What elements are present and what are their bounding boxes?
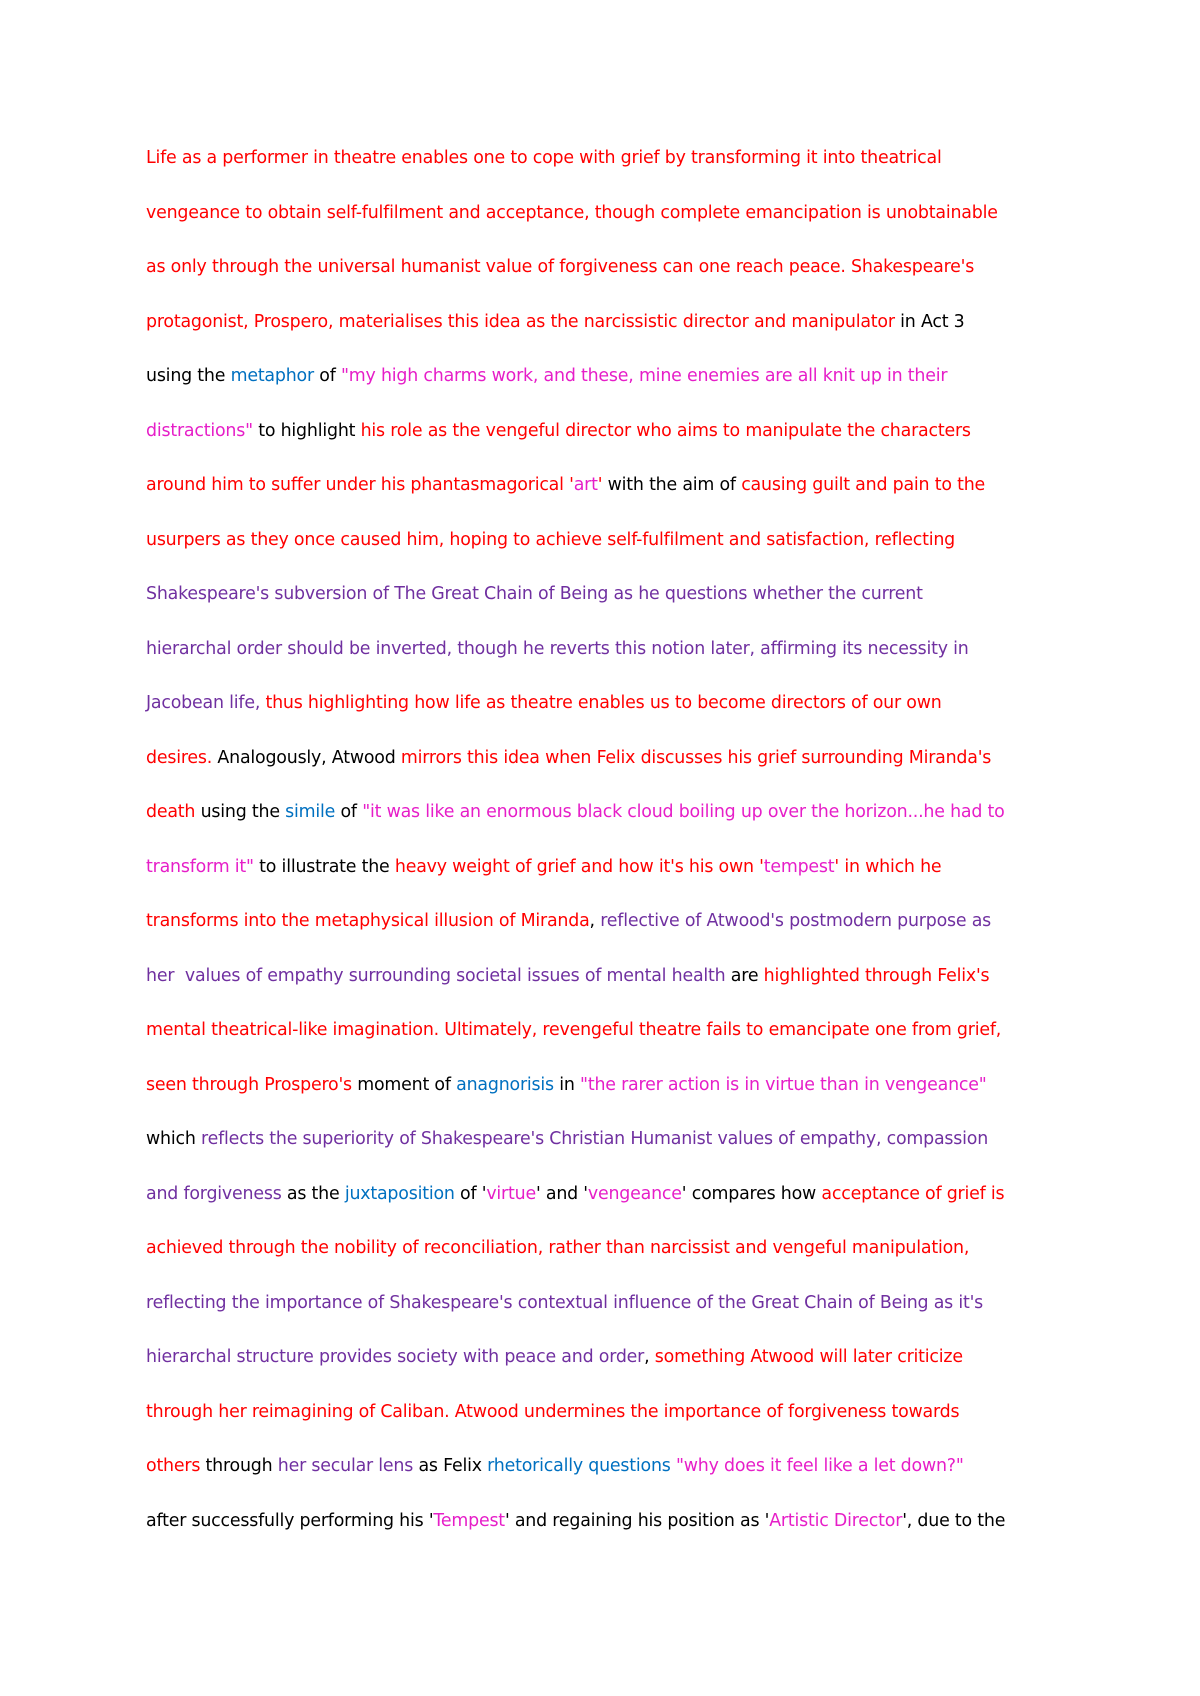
paragraph-line	[146, 1071, 1126, 1126]
paragraph-line	[146, 471, 1126, 526]
paragraph-line	[146, 798, 1126, 853]
paragraph-line	[146, 635, 1126, 690]
paragraph-line	[146, 744, 1126, 799]
text-segment: of	[335, 802, 363, 822]
text-segment: art	[573, 475, 598, 495]
text-segment: desires.	[146, 747, 213, 768]
text-segment: simile	[285, 802, 336, 822]
text-segment: Artistic Director	[769, 1510, 903, 1531]
text-segment: using the	[195, 802, 286, 822]
text-segment: of	[313, 366, 341, 386]
text-segment: Tempest	[433, 1510, 505, 1531]
paragraph-line	[146, 1452, 1126, 1507]
text-segment: ' and regaining his position as '	[504, 1510, 770, 1531]
text-segment: anagnorisis	[456, 1074, 554, 1095]
text-segment: hierarchal structure provides society with peace and order	[146, 1347, 645, 1367]
text-segment: her secular lens	[277, 1456, 414, 1476]
text-segment: reflecting the importance of Shakespeare's contextual influence of the Great Chain of Being as it's	[146, 1292, 984, 1313]
paragraph-line	[146, 1343, 1126, 1398]
text-segment: and forgiveness	[146, 1183, 282, 1204]
text-segment: acceptance of grief is	[821, 1183, 1005, 1204]
paragraph-line	[146, 362, 1126, 417]
paragraph-line	[146, 1016, 1126, 1071]
text-segment: with the aim of	[602, 475, 742, 495]
text-segment: through her reimagining of Caliban. Atwood undermines the importance of forgiveness towards	[146, 1401, 960, 1422]
text-segment: Life as a performer in theatre enables one to cope with grief by transforming it into theatrical	[146, 148, 942, 168]
paragraph-line	[146, 1125, 1126, 1180]
text-segment: of '	[454, 1183, 487, 1204]
text-segment: others	[146, 1456, 201, 1476]
text-segment: achieved through the nobility of reconciliation, rather than narcissist and vengeful manipulation,	[146, 1238, 970, 1258]
text-segment: usurpers as they once caused him, hoping to achieve self-fulfilment and satisfaction, reflecting	[146, 529, 955, 550]
text-segment: mirrors this idea when Felix discusses his grief surrounding Miranda's	[400, 747, 992, 768]
text-segment: tempest	[763, 856, 835, 877]
text-segment: ,	[589, 911, 601, 931]
text-segment: reflects the superiority of Shakespeare's Christian Humanist values of empathy, compassion	[201, 1129, 989, 1149]
text-segment: "the rarer action is in virtue than in vengeance"	[580, 1074, 987, 1095]
paragraph-line	[146, 253, 1126, 308]
text-segment: "why does it feel like a let down?"	[675, 1456, 964, 1476]
text-segment: which	[146, 1129, 201, 1149]
text-segment: juxtaposition	[344, 1183, 455, 1204]
text-segment: as only through the universal humanist value of forgiveness can one reach peace. Shakespeare's	[146, 257, 975, 277]
text-segment: to highlight	[252, 420, 356, 441]
text-segment: her values of empathy surrounding societal issues of mental health	[146, 965, 726, 986]
paragraph-line	[146, 907, 1126, 962]
text-segment: "my high charms work, and these, mine enemies are all knit up in their	[340, 366, 948, 386]
text-segment: as Felix	[413, 1456, 488, 1476]
text-segment: highlighted through Felix's	[763, 965, 990, 986]
text-segment: using the	[146, 366, 231, 386]
text-segment: ' in which he	[834, 856, 942, 877]
text-segment: ', due to the	[902, 1510, 1006, 1531]
text-segment: hierarchal order should be inverted, though he reverts this notion later, affirming its necessity in	[146, 638, 969, 659]
text-segment: '	[597, 475, 603, 495]
paragraph-line	[146, 417, 1126, 472]
text-segment: Shakespeare's subversion of The Great Chain of Being as he questions whether the current	[146, 584, 923, 604]
text-segment: metaphor	[230, 366, 314, 386]
text-segment: distractions"	[146, 420, 253, 441]
text-segment: his role as the vengeful director who aims to manipulate the characters	[355, 420, 971, 441]
text-segment: mental theatrical-like imagination. Ultimately, revengeful theatre fails to emancipate one from grief,	[146, 1020, 1002, 1040]
paragraph-line	[146, 1289, 1126, 1344]
paragraph-line	[146, 199, 1126, 254]
text-segment: as the	[281, 1183, 345, 1204]
text-segment: rhetorically questions	[487, 1456, 671, 1476]
text-segment: causing guilt and pain to the	[741, 475, 986, 495]
text-segment: are	[725, 965, 764, 986]
text-segment: in	[553, 1074, 581, 1095]
text-segment: in Act 3	[894, 311, 965, 332]
paragraph-line	[146, 1234, 1126, 1289]
paragraph-line	[146, 689, 1126, 744]
text-segment: moment of	[351, 1074, 457, 1095]
text-segment: vengeance	[587, 1183, 682, 1204]
text-segment: heavy weight of grief and how it's his own '	[394, 856, 764, 877]
text-segment: protagonist, Prospero, materialises this idea as the narcissistic director and manipulator	[146, 311, 895, 332]
text-segment: through	[200, 1456, 278, 1476]
text-segment: ' compares how	[681, 1183, 822, 1204]
paragraph-line	[146, 1398, 1126, 1453]
text-segment: "it was like an enormous black cloud boiling up over the horizon...he had to	[362, 802, 1005, 822]
paragraph-line	[146, 1507, 1126, 1562]
paragraph-line	[146, 144, 1126, 199]
paragraph-line	[146, 580, 1126, 635]
text-segment: reflective of Atwood's postmodern purpose as	[600, 911, 992, 931]
text-segment: Jacobean life,	[146, 693, 261, 713]
text-segment: Analogously, Atwood	[212, 747, 401, 768]
text-segment: seen through Prospero's	[146, 1074, 352, 1095]
paragraph-line	[146, 853, 1126, 908]
text-segment: ,	[644, 1347, 655, 1367]
text-segment: after successfully performing his '	[146, 1510, 434, 1531]
text-segment: thus highlighting how life as theatre enables us to become directors of our own	[260, 693, 942, 713]
text-segment: to illustrate the	[253, 856, 395, 877]
paragraph-line	[146, 962, 1126, 1017]
paragraph-line	[146, 526, 1126, 581]
paragraph-line	[146, 1180, 1126, 1235]
text-segment: death	[146, 802, 196, 822]
text-segment: vengeance to obtain self-fulfilment and acceptance, though complete emancipation is unobtainable	[146, 202, 998, 223]
text-segment: around him to suffer under his phantasmagorical '	[146, 475, 574, 495]
text-segment: transforms into the metaphysical illusion of Miranda	[146, 911, 590, 931]
text-segment: ' and '	[535, 1183, 588, 1204]
text-segment: something Atwood will later criticize	[654, 1347, 963, 1367]
text-segment: virtue	[486, 1183, 536, 1204]
essay-body	[146, 144, 1126, 1561]
text-segment: transform it"	[146, 856, 254, 877]
paragraph-line	[146, 308, 1126, 363]
